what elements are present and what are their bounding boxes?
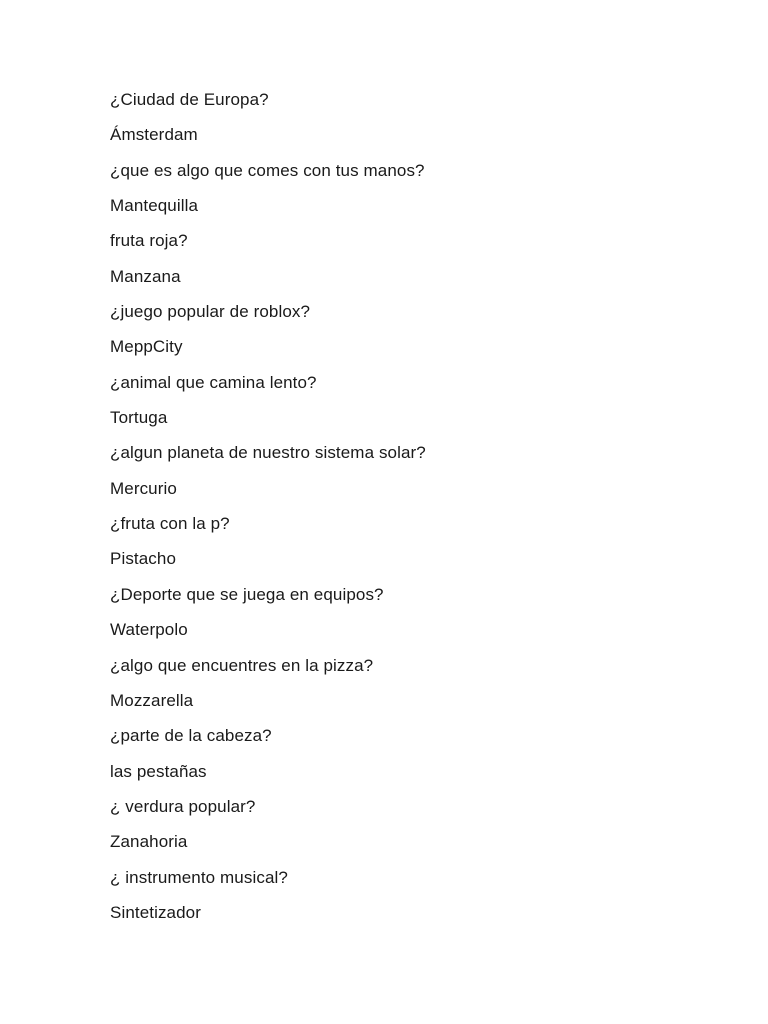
answer-line: Sintetizador xyxy=(110,902,201,922)
question-line: ¿Deporte que se juega en equipos? xyxy=(110,584,384,604)
answer-line: Mantequilla xyxy=(110,196,199,216)
answer-line: Waterpolo xyxy=(110,620,188,640)
question-line: ¿algun planeta de nuestro sistema solar? xyxy=(110,443,426,463)
answer-line: Zanahoria xyxy=(110,832,188,852)
question-line: ¿ verdura popular? xyxy=(110,796,256,816)
answer-line: MeppCity xyxy=(110,337,183,357)
question-line: ¿ instrumento musical? xyxy=(110,867,288,887)
answer-line: Ámsterdam xyxy=(110,125,198,145)
question-line: fruta roja? xyxy=(110,231,188,251)
question-line: ¿juego popular de roblox? xyxy=(110,302,311,322)
question-line: ¿Ciudad de Europa? xyxy=(110,90,269,109)
answer-line: Manzana xyxy=(110,266,181,286)
answer-line: Mozzarella xyxy=(110,690,194,710)
text-lines xyxy=(110,86,426,934)
question-line: ¿que es algo que comes con tus manos? xyxy=(110,160,425,180)
answer-line: las pestañas xyxy=(110,761,207,781)
answer-line: Tortuga xyxy=(110,408,168,428)
question-line: ¿animal que camina lento? xyxy=(110,372,317,392)
question-line: ¿algo que encuentres en la pizza? xyxy=(110,655,374,675)
question-line: ¿fruta con la p? xyxy=(110,514,230,534)
answer-line: Pistacho xyxy=(110,549,177,569)
question-line: ¿parte de la cabeza? xyxy=(110,726,272,746)
answer-line: Mercurio xyxy=(110,478,177,498)
